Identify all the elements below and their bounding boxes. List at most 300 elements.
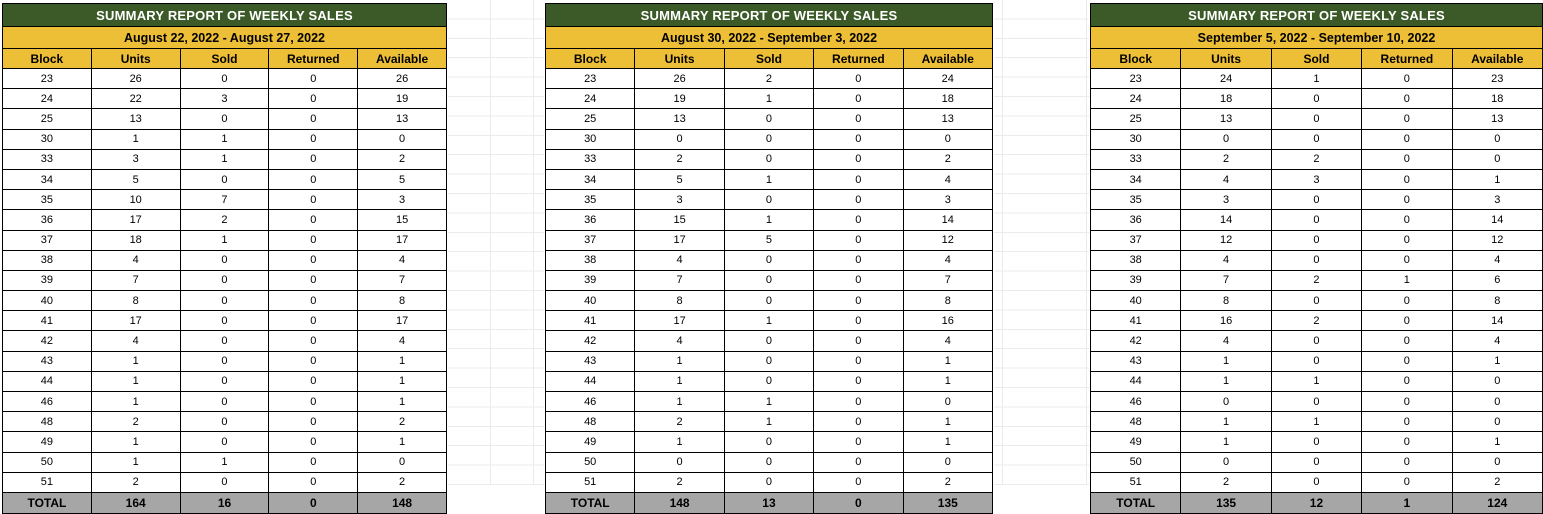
cell-units[interactable]: 7 <box>635 270 724 290</box>
cell-units[interactable]: 4 <box>91 250 180 270</box>
cell-returned[interactable]: 0 <box>269 331 358 351</box>
cell-units[interactable]: 8 <box>91 291 180 311</box>
cell-block[interactable]: 36 <box>3 210 92 230</box>
cell-sold[interactable]: 0 <box>724 472 813 492</box>
cell-returned[interactable]: 0 <box>269 351 358 371</box>
cell-returned[interactable]: 0 <box>269 89 358 109</box>
column-header-sold[interactable]: Sold <box>180 49 269 69</box>
cell-block[interactable]: 46 <box>3 392 92 412</box>
cell-returned[interactable]: 0 <box>269 149 358 169</box>
cell-units[interactable]: 17 <box>91 210 180 230</box>
cell-sold[interactable]: 3 <box>1271 169 1361 189</box>
cell-block[interactable]: 49 <box>546 432 635 452</box>
cell-sold[interactable]: 0 <box>180 351 269 371</box>
cell-sold[interactable]: 5 <box>724 230 813 250</box>
cell-units[interactable]: 2 <box>635 472 724 492</box>
cell-available[interactable]: 4 <box>903 250 992 270</box>
column-header-block[interactable]: Block <box>546 49 635 69</box>
cell-block[interactable]: 35 <box>3 190 92 210</box>
cell-units[interactable]: 4 <box>635 331 724 351</box>
cell-available[interactable]: 1 <box>903 351 992 371</box>
cell-returned[interactable]: 0 <box>814 149 903 169</box>
cell-units[interactable]: 18 <box>1181 89 1271 109</box>
cell-returned[interactable]: 0 <box>1362 472 1452 492</box>
cell-sold[interactable]: 0 <box>180 412 269 432</box>
cell-units[interactable]: 7 <box>91 270 180 290</box>
cell-available[interactable]: 3 <box>358 190 447 210</box>
cell-sold[interactable]: 0 <box>1271 452 1361 472</box>
cell-units[interactable]: 13 <box>91 109 180 129</box>
cell-returned[interactable]: 0 <box>1362 149 1452 169</box>
cell-available[interactable]: 4 <box>1452 331 1542 351</box>
cell-available[interactable]: 1 <box>1452 351 1542 371</box>
cell-returned[interactable]: 0 <box>269 371 358 391</box>
cell-block[interactable]: 24 <box>546 89 635 109</box>
cell-units[interactable]: 17 <box>635 230 724 250</box>
cell-block[interactable]: 24 <box>3 89 92 109</box>
cell-available[interactable]: 1 <box>358 371 447 391</box>
total-returned[interactable]: 1 <box>1362 492 1452 513</box>
cell-available[interactable]: 0 <box>358 129 447 149</box>
cell-units[interactable]: 4 <box>1181 250 1271 270</box>
cell-returned[interactable]: 0 <box>814 129 903 149</box>
cell-sold[interactable]: 1 <box>724 89 813 109</box>
cell-block[interactable]: 38 <box>3 250 92 270</box>
cell-block[interactable]: 51 <box>1091 472 1181 492</box>
cell-units[interactable]: 10 <box>91 190 180 210</box>
cell-sold[interactable]: 2 <box>180 210 269 230</box>
cell-sold[interactable]: 2 <box>1271 149 1361 169</box>
cell-units[interactable]: 0 <box>1181 392 1271 412</box>
cell-block[interactable]: 33 <box>3 149 92 169</box>
cell-block[interactable]: 50 <box>546 452 635 472</box>
column-header-sold[interactable]: Sold <box>1271 49 1361 69</box>
cell-block[interactable]: 30 <box>1091 129 1181 149</box>
column-header-block[interactable]: Block <box>3 49 92 69</box>
cell-returned[interactable]: 0 <box>269 190 358 210</box>
cell-block[interactable]: 33 <box>1091 149 1181 169</box>
cell-sold[interactable]: 1 <box>724 169 813 189</box>
cell-sold[interactable]: 1 <box>724 311 813 331</box>
cell-units[interactable]: 2 <box>635 149 724 169</box>
cell-sold[interactable]: 0 <box>1271 432 1361 452</box>
cell-available[interactable]: 13 <box>1452 109 1542 129</box>
cell-sold[interactable]: 1 <box>180 452 269 472</box>
cell-available[interactable]: 2 <box>358 412 447 432</box>
cell-units[interactable]: 3 <box>1181 190 1271 210</box>
cell-available[interactable]: 0 <box>1452 412 1542 432</box>
cell-returned[interactable]: 0 <box>269 291 358 311</box>
cell-units[interactable]: 2 <box>1181 472 1271 492</box>
cell-units[interactable]: 1 <box>91 371 180 391</box>
cell-returned[interactable]: 0 <box>814 89 903 109</box>
column-header-block[interactable]: Block <box>1091 49 1181 69</box>
cell-returned[interactable]: 1 <box>1362 270 1452 290</box>
cell-units[interactable]: 0 <box>635 129 724 149</box>
cell-returned[interactable]: 0 <box>269 311 358 331</box>
total-units[interactable]: 135 <box>1181 492 1271 513</box>
total-sold[interactable]: 12 <box>1271 492 1361 513</box>
cell-returned[interactable]: 0 <box>1362 230 1452 250</box>
cell-sold[interactable]: 0 <box>180 472 269 492</box>
cell-block[interactable]: 51 <box>546 472 635 492</box>
cell-returned[interactable]: 0 <box>814 452 903 472</box>
total-available[interactable]: 124 <box>1452 492 1542 513</box>
cell-returned[interactable]: 0 <box>269 210 358 230</box>
cell-sold[interactable]: 0 <box>1271 210 1361 230</box>
cell-units[interactable]: 3 <box>635 190 724 210</box>
cell-returned[interactable]: 0 <box>814 210 903 230</box>
cell-units[interactable]: 4 <box>1181 331 1271 351</box>
cell-returned[interactable]: 0 <box>1362 311 1452 331</box>
cell-sold[interactable]: 0 <box>1271 109 1361 129</box>
cell-sold[interactable]: 0 <box>724 331 813 351</box>
cell-units[interactable]: 0 <box>1181 129 1271 149</box>
cell-block[interactable]: 48 <box>1091 412 1181 432</box>
cell-units[interactable]: 1 <box>91 452 180 472</box>
cell-sold[interactable]: 2 <box>1271 311 1361 331</box>
cell-sold[interactable]: 0 <box>724 452 813 472</box>
cell-available[interactable]: 12 <box>903 230 992 250</box>
cell-returned[interactable]: 0 <box>1362 371 1452 391</box>
cell-available[interactable]: 0 <box>1452 371 1542 391</box>
cell-units[interactable]: 22 <box>91 89 180 109</box>
cell-available[interactable]: 0 <box>1452 392 1542 412</box>
cell-units[interactable]: 13 <box>635 109 724 129</box>
cell-block[interactable]: 23 <box>1091 69 1181 89</box>
cell-available[interactable]: 14 <box>903 210 992 230</box>
cell-available[interactable]: 1 <box>903 412 992 432</box>
cell-available[interactable]: 4 <box>903 169 992 189</box>
cell-block[interactable]: 37 <box>546 230 635 250</box>
cell-available[interactable]: 1 <box>358 392 447 412</box>
cell-sold[interactable]: 0 <box>180 311 269 331</box>
cell-available[interactable]: 2 <box>358 149 447 169</box>
cell-units[interactable]: 2 <box>1181 149 1271 169</box>
cell-sold[interactable]: 0 <box>180 371 269 391</box>
cell-sold[interactable]: 0 <box>180 392 269 412</box>
total-units[interactable]: 148 <box>635 492 724 513</box>
cell-returned[interactable]: 0 <box>269 169 358 189</box>
cell-sold[interactable]: 0 <box>180 169 269 189</box>
cell-sold[interactable]: 1 <box>180 230 269 250</box>
cell-block[interactable]: 40 <box>546 291 635 311</box>
cell-returned[interactable]: 0 <box>1362 250 1452 270</box>
cell-returned[interactable]: 0 <box>814 69 903 89</box>
cell-units[interactable]: 0 <box>635 452 724 472</box>
cell-returned[interactable]: 0 <box>1362 412 1452 432</box>
cell-available[interactable]: 23 <box>1452 69 1542 89</box>
cell-sold[interactable]: 0 <box>724 351 813 371</box>
cell-returned[interactable]: 0 <box>1362 169 1452 189</box>
cell-units[interactable]: 1 <box>1181 351 1271 371</box>
cell-units[interactable]: 5 <box>635 169 724 189</box>
cell-available[interactable]: 1 <box>358 351 447 371</box>
cell-sold[interactable]: 1 <box>1271 371 1361 391</box>
total-label[interactable]: TOTAL <box>546 492 635 513</box>
cell-available[interactable]: 0 <box>903 129 992 149</box>
cell-available[interactable]: 8 <box>1452 291 1542 311</box>
cell-sold[interactable]: 0 <box>724 190 813 210</box>
cell-units[interactable]: 1 <box>91 351 180 371</box>
cell-units[interactable]: 1 <box>1181 432 1271 452</box>
cell-block[interactable]: 41 <box>1091 311 1181 331</box>
cell-returned[interactable]: 0 <box>1362 69 1452 89</box>
cell-returned[interactable]: 0 <box>269 392 358 412</box>
column-header-returned[interactable]: Returned <box>269 49 358 69</box>
cell-sold[interactable]: 1 <box>724 210 813 230</box>
cell-block[interactable]: 51 <box>3 472 92 492</box>
cell-returned[interactable]: 0 <box>1362 392 1452 412</box>
cell-available[interactable]: 26 <box>358 69 447 89</box>
cell-returned[interactable]: 0 <box>1362 109 1452 129</box>
cell-returned[interactable]: 0 <box>814 412 903 432</box>
cell-sold[interactable]: 0 <box>1271 250 1361 270</box>
cell-sold[interactable]: 0 <box>1271 351 1361 371</box>
cell-block[interactable]: 23 <box>546 69 635 89</box>
cell-available[interactable]: 18 <box>903 89 992 109</box>
cell-returned[interactable]: 0 <box>814 190 903 210</box>
cell-available[interactable]: 0 <box>1452 452 1542 472</box>
cell-available[interactable]: 13 <box>903 109 992 129</box>
total-label[interactable]: TOTAL <box>1091 492 1181 513</box>
cell-returned[interactable]: 0 <box>269 432 358 452</box>
cell-sold[interactable]: 1 <box>1271 69 1361 89</box>
cell-block[interactable]: 25 <box>546 109 635 129</box>
cell-units[interactable]: 19 <box>635 89 724 109</box>
cell-available[interactable]: 14 <box>1452 210 1542 230</box>
cell-sold[interactable]: 0 <box>724 149 813 169</box>
cell-units[interactable]: 1 <box>635 392 724 412</box>
cell-units[interactable]: 5 <box>91 169 180 189</box>
cell-available[interactable]: 1 <box>903 432 992 452</box>
cell-units[interactable]: 14 <box>1181 210 1271 230</box>
cell-sold[interactable]: 0 <box>180 270 269 290</box>
cell-block[interactable]: 38 <box>1091 250 1181 270</box>
cell-block[interactable]: 44 <box>1091 371 1181 391</box>
cell-block[interactable]: 35 <box>546 190 635 210</box>
cell-units[interactable]: 1 <box>635 371 724 391</box>
cell-available[interactable]: 4 <box>358 331 447 351</box>
cell-available[interactable]: 7 <box>903 270 992 290</box>
cell-returned[interactable]: 0 <box>1362 190 1452 210</box>
cell-block[interactable]: 40 <box>1091 291 1181 311</box>
total-available[interactable]: 148 <box>358 492 447 513</box>
cell-units[interactable]: 16 <box>1181 311 1271 331</box>
cell-sold[interactable]: 0 <box>1271 230 1361 250</box>
cell-units[interactable]: 1 <box>635 351 724 371</box>
cell-available[interactable]: 7 <box>358 270 447 290</box>
cell-units[interactable]: 26 <box>635 69 724 89</box>
cell-sold[interactable]: 1 <box>180 129 269 149</box>
cell-returned[interactable]: 0 <box>814 331 903 351</box>
cell-returned[interactable]: 0 <box>269 270 358 290</box>
cell-units[interactable]: 1 <box>1181 412 1271 432</box>
cell-units[interactable]: 18 <box>91 230 180 250</box>
cell-returned[interactable]: 0 <box>1362 129 1452 149</box>
cell-returned[interactable]: 0 <box>269 250 358 270</box>
column-header-available[interactable]: Available <box>358 49 447 69</box>
cell-returned[interactable]: 0 <box>814 432 903 452</box>
cell-returned[interactable]: 0 <box>1362 432 1452 452</box>
cell-block[interactable]: 33 <box>546 149 635 169</box>
cell-sold[interactable]: 0 <box>724 291 813 311</box>
cell-returned[interactable]: 0 <box>269 452 358 472</box>
cell-returned[interactable]: 0 <box>269 109 358 129</box>
cell-available[interactable]: 0 <box>903 392 992 412</box>
cell-block[interactable]: 36 <box>1091 210 1181 230</box>
column-header-returned[interactable]: Returned <box>1362 49 1452 69</box>
cell-returned[interactable]: 0 <box>269 129 358 149</box>
cell-units[interactable]: 4 <box>635 250 724 270</box>
cell-available[interactable]: 19 <box>358 89 447 109</box>
cell-available[interactable]: 1 <box>903 371 992 391</box>
cell-available[interactable]: 18 <box>1452 89 1542 109</box>
cell-sold[interactable]: 1 <box>724 412 813 432</box>
cell-block[interactable]: 50 <box>3 452 92 472</box>
cell-returned[interactable]: 0 <box>814 250 903 270</box>
cell-available[interactable]: 1 <box>1452 432 1542 452</box>
cell-block[interactable]: 41 <box>546 311 635 331</box>
cell-returned[interactable]: 0 <box>814 270 903 290</box>
cell-block[interactable]: 36 <box>546 210 635 230</box>
cell-available[interactable]: 6 <box>1452 270 1542 290</box>
cell-block[interactable]: 39 <box>546 270 635 290</box>
cell-block[interactable]: 41 <box>3 311 92 331</box>
cell-sold[interactable]: 2 <box>724 69 813 89</box>
cell-block[interactable]: 43 <box>3 351 92 371</box>
cell-sold[interactable]: 3 <box>180 89 269 109</box>
cell-sold[interactable]: 0 <box>724 250 813 270</box>
cell-block[interactable]: 48 <box>546 412 635 432</box>
cell-block[interactable]: 49 <box>3 432 92 452</box>
cell-sold[interactable]: 0 <box>180 109 269 129</box>
cell-available[interactable]: 1 <box>358 432 447 452</box>
cell-block[interactable]: 30 <box>546 129 635 149</box>
cell-available[interactable]: 24 <box>903 69 992 89</box>
cell-sold[interactable]: 1 <box>724 392 813 412</box>
cell-sold[interactable]: 0 <box>180 250 269 270</box>
cell-returned[interactable]: 0 <box>814 169 903 189</box>
cell-block[interactable]: 30 <box>3 129 92 149</box>
cell-sold[interactable]: 0 <box>1271 331 1361 351</box>
column-header-units[interactable]: Units <box>1181 49 1271 69</box>
cell-returned[interactable]: 0 <box>814 311 903 331</box>
cell-units[interactable]: 26 <box>91 69 180 89</box>
cell-returned[interactable]: 0 <box>814 472 903 492</box>
cell-units[interactable]: 15 <box>635 210 724 230</box>
cell-returned[interactable]: 0 <box>814 371 903 391</box>
cell-block[interactable]: 44 <box>3 371 92 391</box>
total-available[interactable]: 135 <box>903 492 992 513</box>
cell-block[interactable]: 39 <box>1091 270 1181 290</box>
total-units[interactable]: 164 <box>91 492 180 513</box>
cell-block[interactable]: 25 <box>3 109 92 129</box>
cell-units[interactable]: 2 <box>91 472 180 492</box>
cell-block[interactable]: 49 <box>1091 432 1181 452</box>
total-returned[interactable]: 0 <box>814 492 903 513</box>
cell-available[interactable]: 12 <box>1452 230 1542 250</box>
cell-block[interactable]: 39 <box>3 270 92 290</box>
cell-returned[interactable]: 0 <box>814 230 903 250</box>
cell-units[interactable]: 0 <box>1181 452 1271 472</box>
cell-sold[interactable]: 0 <box>1271 190 1361 210</box>
cell-available[interactable]: 3 <box>1452 190 1542 210</box>
total-sold[interactable]: 13 <box>724 492 813 513</box>
cell-sold[interactable]: 1 <box>1271 412 1361 432</box>
cell-sold[interactable]: 0 <box>1271 129 1361 149</box>
cell-sold[interactable]: 0 <box>1271 89 1361 109</box>
cell-block[interactable]: 37 <box>3 230 92 250</box>
cell-available[interactable]: 3 <box>903 190 992 210</box>
cell-available[interactable]: 2 <box>1452 472 1542 492</box>
cell-units[interactable]: 13 <box>1181 109 1271 129</box>
cell-returned[interactable]: 0 <box>1362 210 1452 230</box>
cell-units[interactable]: 8 <box>635 291 724 311</box>
cell-sold[interactable]: 0 <box>1271 392 1361 412</box>
cell-block[interactable]: 43 <box>546 351 635 371</box>
cell-available[interactable]: 1 <box>1452 169 1542 189</box>
cell-returned[interactable]: 0 <box>269 412 358 432</box>
cell-available[interactable]: 0 <box>358 452 447 472</box>
cell-units[interactable]: 1 <box>91 432 180 452</box>
cell-sold[interactable]: 2 <box>1271 270 1361 290</box>
cell-returned[interactable]: 0 <box>1362 351 1452 371</box>
cell-units[interactable]: 1 <box>1181 371 1271 391</box>
cell-available[interactable]: 13 <box>358 109 447 129</box>
cell-units[interactable]: 2 <box>635 412 724 432</box>
total-label[interactable]: TOTAL <box>3 492 92 513</box>
cell-units[interactable]: 1 <box>635 432 724 452</box>
cell-sold[interactable]: 0 <box>180 432 269 452</box>
cell-sold[interactable]: 0 <box>1271 291 1361 311</box>
cell-block[interactable]: 42 <box>1091 331 1181 351</box>
cell-units[interactable]: 12 <box>1181 230 1271 250</box>
cell-block[interactable]: 43 <box>1091 351 1181 371</box>
cell-block[interactable]: 23 <box>3 69 92 89</box>
cell-returned[interactable]: 0 <box>814 392 903 412</box>
column-header-units[interactable]: Units <box>635 49 724 69</box>
cell-returned[interactable]: 0 <box>1362 452 1452 472</box>
cell-available[interactable]: 2 <box>903 149 992 169</box>
cell-block[interactable]: 37 <box>1091 230 1181 250</box>
cell-available[interactable]: 15 <box>358 210 447 230</box>
cell-available[interactable]: 0 <box>1452 149 1542 169</box>
cell-available[interactable]: 8 <box>903 291 992 311</box>
cell-returned[interactable]: 0 <box>814 109 903 129</box>
cell-block[interactable]: 25 <box>1091 109 1181 129</box>
cell-sold[interactable]: 0 <box>724 432 813 452</box>
cell-block[interactable]: 42 <box>546 331 635 351</box>
column-header-available[interactable]: Available <box>1452 49 1542 69</box>
column-header-sold[interactable]: Sold <box>724 49 813 69</box>
cell-available[interactable]: 17 <box>358 230 447 250</box>
cell-returned[interactable]: 0 <box>1362 89 1452 109</box>
total-returned[interactable]: 0 <box>269 492 358 513</box>
cell-units[interactable]: 7 <box>1181 270 1271 290</box>
cell-block[interactable]: 34 <box>3 169 92 189</box>
cell-returned[interactable]: 0 <box>269 69 358 89</box>
cell-units[interactable]: 8 <box>1181 291 1271 311</box>
cell-block[interactable]: 38 <box>546 250 635 270</box>
cell-available[interactable]: 8 <box>358 291 447 311</box>
cell-block[interactable]: 48 <box>3 412 92 432</box>
cell-block[interactable]: 35 <box>1091 190 1181 210</box>
column-header-units[interactable]: Units <box>91 49 180 69</box>
cell-sold[interactable]: 0 <box>724 270 813 290</box>
cell-block[interactable]: 46 <box>546 392 635 412</box>
cell-available[interactable]: 5 <box>358 169 447 189</box>
